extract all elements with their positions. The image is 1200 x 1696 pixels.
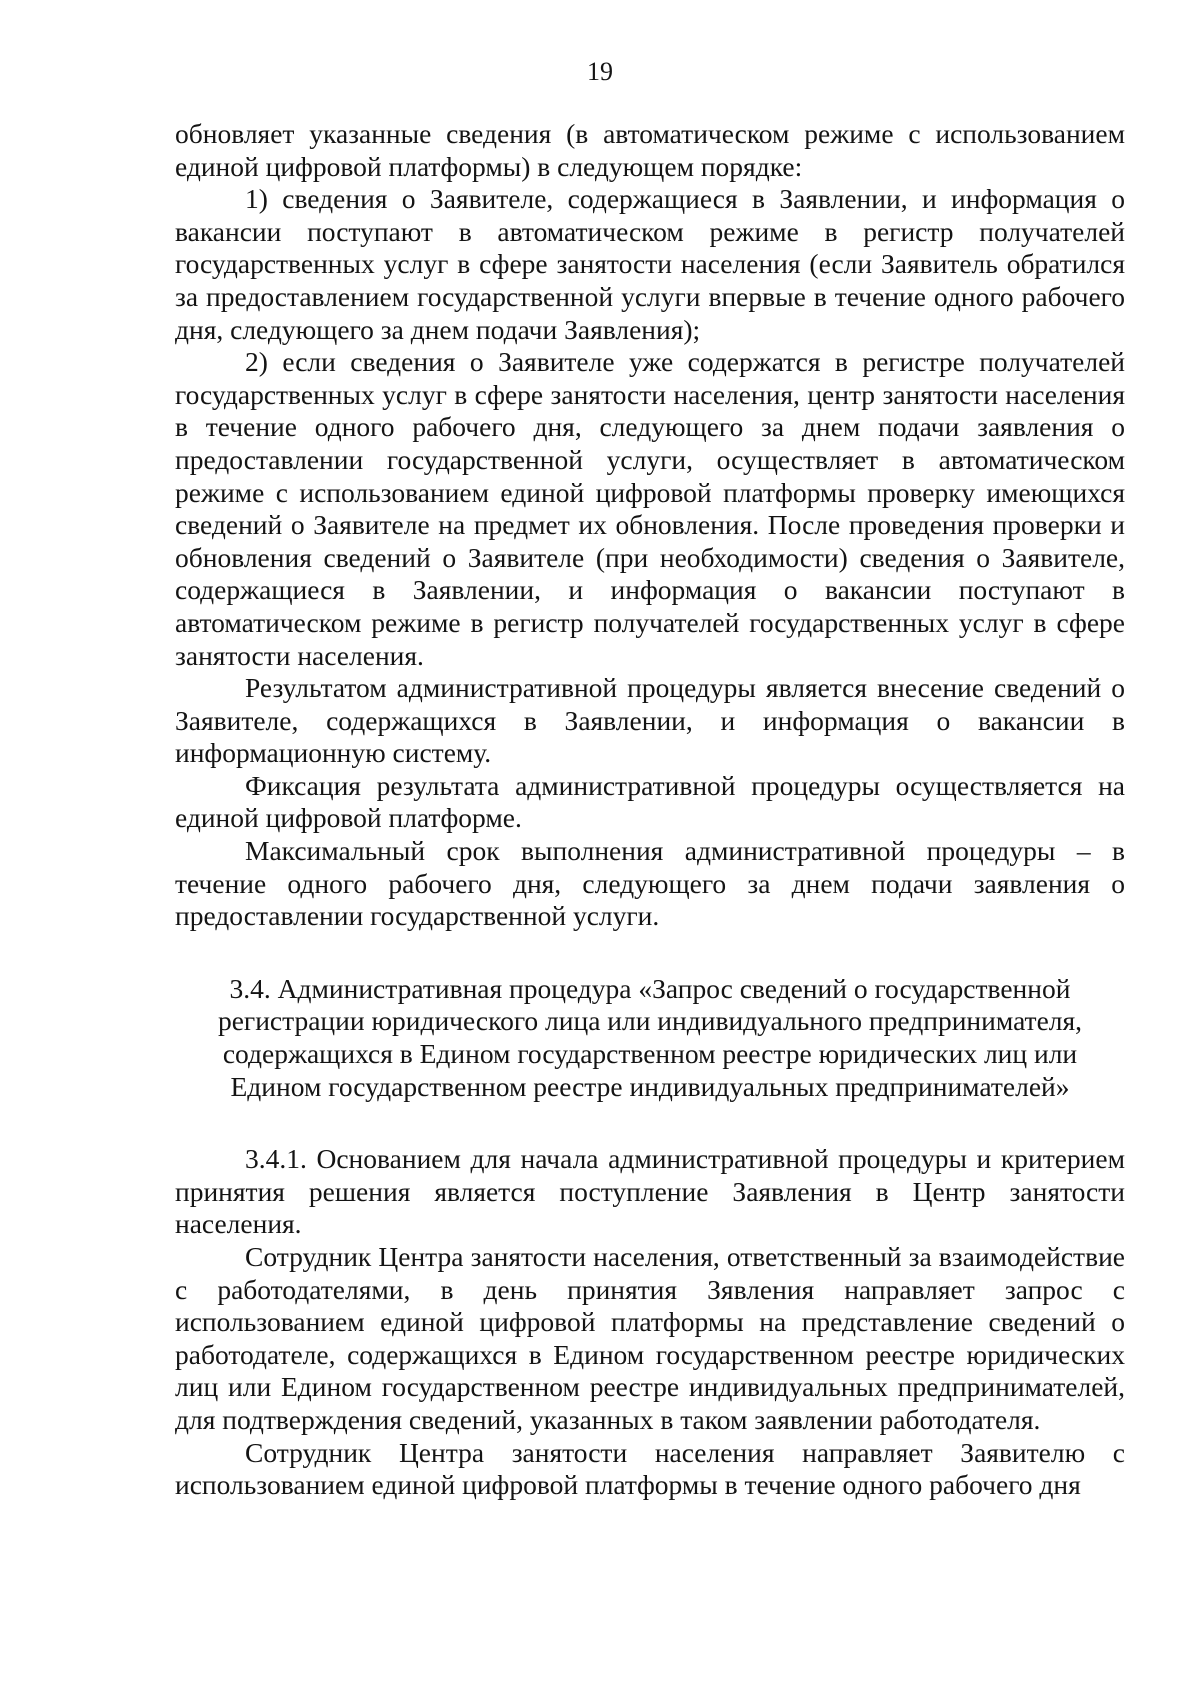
page-number: 19 <box>587 57 613 86</box>
paragraph-deadline: Максимальный срок выполнения административной процедуры – в течение одного рабочего дня, следующего за днем подачи заявления о предоставлении государственной услуги. <box>175 835 1125 932</box>
paragraph-employee-sends: Сотрудник Центра занятости населения направляет Заявителю с использованием единой цифровой платформы в течение одного рабочего дня <box>175 1436 1125 1501</box>
document-body <box>175 118 1125 1502</box>
paragraph-fixation: Фиксация результата административной процедуры осуществляется на единой цифровой платформе. <box>175 769 1125 834</box>
paragraph-3-4-1: 3.4.1. Основанием для начала административной процедуры и критерием принятия решения является поступление Заявления в Центр занятости населения. <box>175 1143 1125 1240</box>
paragraph-result: Результатом административной процедуры является внесение сведений о Заявителе, содержащихся в Заявлении, и информация о вакансии в информационную систему. <box>175 672 1125 769</box>
paragraph-item-1: 1) сведения о Заявителе, содержащиеся в Заявлении, и информация о вакансии поступают в автоматическом режиме в регистр получателей государственных услуг в сфере занятости населения (если Заявитель обратился за предоставлением государственной услуги впервые в течение одного рабочего дня, следующего за днем подачи Заявления); <box>175 183 1125 345</box>
paragraph-continuation: обновляет указанные сведения (в автоматическом режиме с использованием единой цифровой платформы) в следующем порядке: <box>175 118 1125 182</box>
paragraph-item-2: 2) если сведения о Заявителе уже содержатся в регистре получателей государственных услуг в сфере занятости населения, центр занятости населения в течение одного рабочего дня, следующего за днем подачи заявления о предоставлении государственной услуги, осуществляет в автоматическом режиме с использованием единой цифровой платформы проверку имеющихся сведений о Заявителе на предмет их обновления. После проведения проверки и обновления сведений о Заявителе (при необходимости) сведения о Заявителе, содержащиеся в Заявлении, и информация о вакансии поступают в автоматическом режиме в регистр получателей государственных услуг в сфере занятости населения. <box>175 346 1125 671</box>
paragraph-employee-request: Сотрудник Центра занятости населения, ответственный за взаимодействие с работодателями, в день принятия Зявления направляет запрос с использованием единой цифровой платформы на представление сведений о работодателе, содержащихся в Едином государственном реестре юридических лиц или Едином государственном реестре индивидуальных предпринимателей, для подтверждения сведений, указанных в таком заявлении работодателя. <box>175 1241 1125 1435</box>
section-heading: 3.4. Административная процедура «Запрос сведений о государственной регистрации юридического лица или индивидуального предпринимателя, содержащихся в Едином государственном реестре юридических лиц или Едином государственном реестре индивидуальных предпринимателей» <box>217 972 1083 1102</box>
